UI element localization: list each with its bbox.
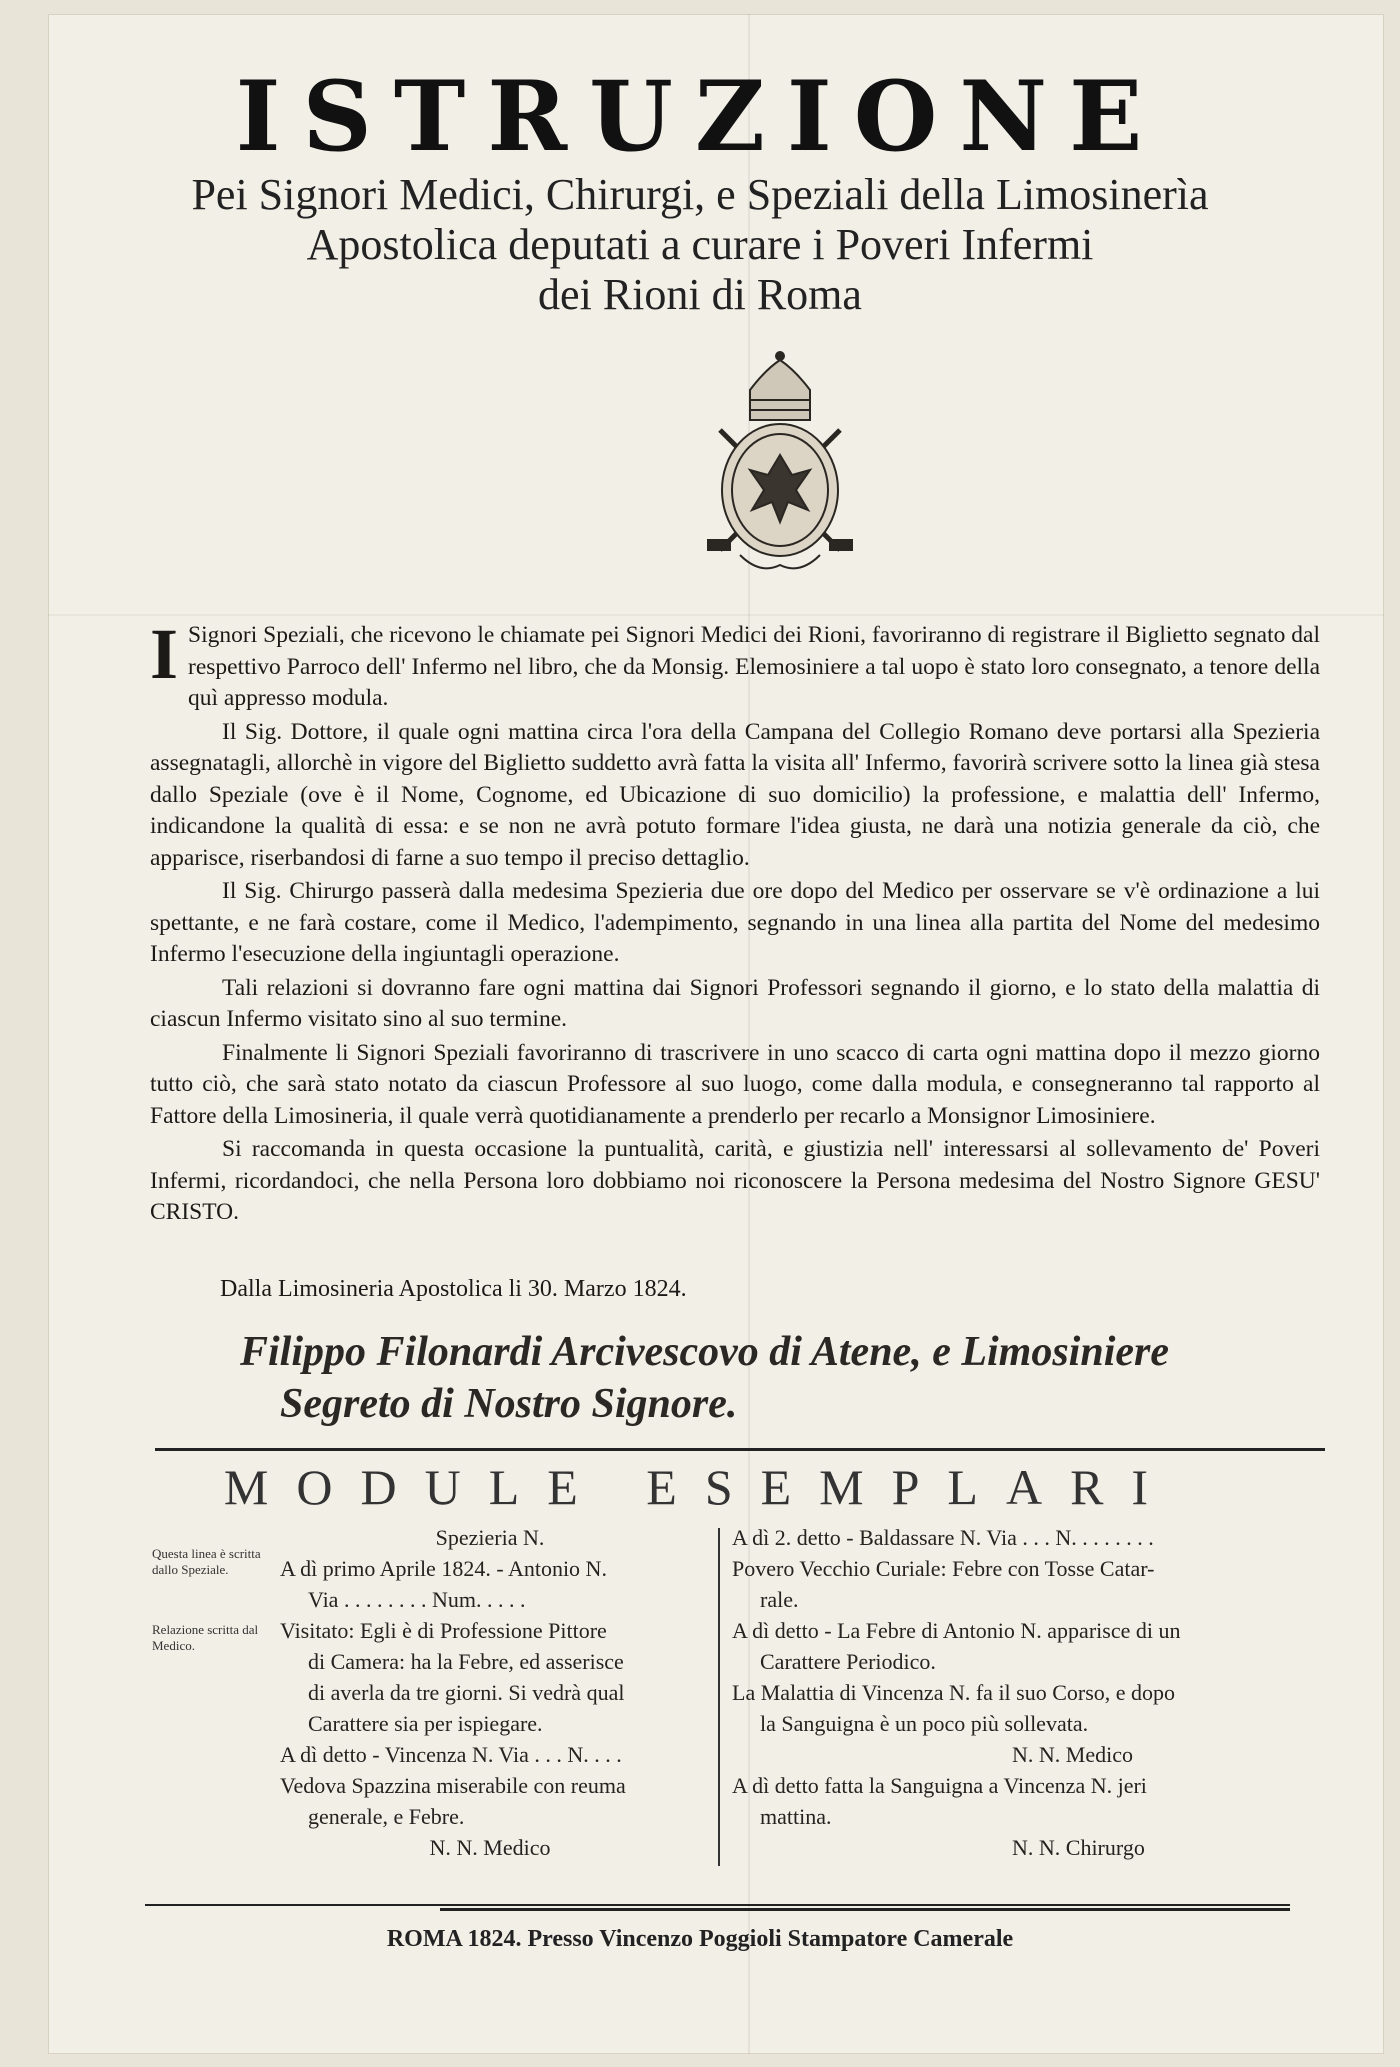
module-line: Vedova Spazzina miserabile con reuma xyxy=(280,1773,626,1798)
paragraph: Si raccomanda in questa occasione la puntualità, carità, e giustizia nell' interessarsi al sollevamento de' Poveri Infermi, ricordandoci, che nella Persona loro dobbiamo noi riconoscere la Persona medesima del Nostro Signore GESU' CRISTO. xyxy=(150,1136,1320,1225)
module-line: la Sanguigna è un poco più sollevata. xyxy=(760,1711,1089,1736)
module-line: La Malattia di Vincenza N. fa il suo Corso, e dopo xyxy=(732,1680,1176,1705)
paragraph: Finalmente li Signori Speziali favoriranno di trascrivere in uno scacco di carta ogni mattina dopo il mezzo giorno tutto ciò, che sarà stato notato da ciascun Professore al suo luogo, come dalla modula, e consegneranno tal rapporto al Fattore della Limosineria, il quale verrà quotidianamente a prenderlo per recarlo a Monsignor Limosiniere. xyxy=(150,1039,1320,1129)
module-line: rale. xyxy=(760,1587,799,1612)
subtitle-line: Pei Signori Medici, Chirurgi, e Speziali della Limosinerìa xyxy=(191,170,1209,219)
paragraph: Tali relazioni si dovranno fare ogni mattina dai Signori Professori segnando il giorno, e lo stato della malattia di ciascun Infermo visitato sino al suo termine. xyxy=(150,974,1320,1032)
margin-note: Relazione scritta dal Medico. xyxy=(152,1622,259,1653)
module-line: N. N. Medico xyxy=(429,1835,551,1860)
module-line: generale, e Febre. xyxy=(308,1804,465,1829)
printer-imprint: ROMA 1824. Presso Vincenzo Poggioli Stampatore Camerale xyxy=(386,1926,1014,1952)
instructions-body xyxy=(150,614,1320,1231)
module-line: A dì detto - La Febre di Antonio N. apparisce di un xyxy=(732,1618,1181,1643)
module-line: Carattere Periodico. xyxy=(760,1649,936,1674)
module-line: N. N. Chirurgo xyxy=(1012,1835,1145,1860)
paragraph: Il Sig. Dottore, il quale ogni mattina circa l'ora della Campana del Collegio Romano deve portarsi alla Spezieria assegnatagli, allorchè in vigore del Biglietto suddetto avrà fatta la visita all' Infermo, favorirà scrivere sotto la linea già stesa dallo Speziale (ove è il Nome, Cognome, ed Ubicazione di suo domicilio) la professione, e malattia dell' Infermo, indicandone la qualità di essa: e se non ne avrà potuto formare l'idea giusta, ne darà una notizia generale da ciò, che apparisce, riserbandosi di farne a suo tempo il preciso dettaglio. xyxy=(150,718,1320,871)
subtitle-line: dei Rioni di Roma xyxy=(538,270,862,319)
module-line: Spezieria N. xyxy=(435,1525,545,1550)
column-divider xyxy=(718,1528,720,1866)
subtitle-line: Apostolica deputati a curare i Poveri Infermi xyxy=(306,220,1094,269)
date-line: Dalla Limosineria Apostolica li 30. Marzo 1824. xyxy=(220,1276,687,1302)
page-subtitle xyxy=(150,170,1250,320)
signature-block xyxy=(240,1326,1340,1430)
divider-rule xyxy=(155,1448,1325,1451)
signature-line: Segreto di Nostro Signore. xyxy=(280,1381,738,1427)
divider-rule xyxy=(440,1908,1290,1911)
module-line: A dì detto fatta la Sanguigna a Vincenza N. jeri xyxy=(732,1773,1147,1798)
signature-line: Filippo Filonardi Arcivescovo di Atene, e Limosiniere xyxy=(240,1329,1170,1375)
module-line: di Camera: ha la Febre, ed asserisce xyxy=(308,1649,624,1674)
paragraph: Il Sig. Chirurgo passerà dalla medesima Spezieria due ore dopo del Medico per osservare se v'è ordinazione a lui spettante, e ne farà costare, come il Medico, l'adempimento, segnando in una linea alla partita del Nome del medesimo Infermo l'esecuzione della ingiuntagli operazione. xyxy=(150,878,1320,967)
page-title: ISTRUZIONE xyxy=(235,60,1165,173)
module-line: A dì primo Aprile 1824. - Antonio N. xyxy=(280,1556,607,1581)
module-line: A dì 2. detto - Baldassare N. Via . . . N. . . . . . . . xyxy=(732,1525,1154,1550)
papal-coat-of-arms-icon xyxy=(680,350,880,580)
fold-line-horizontal xyxy=(48,614,1384,616)
module-line: Via . . . . . . . . Num. . . . . xyxy=(308,1587,526,1612)
module-line: Povero Vecchio Curiale: Febre con Tosse Catar- xyxy=(732,1556,1155,1581)
module-line: Visitato: Egli è di Professione Pittore xyxy=(280,1618,607,1643)
paragraph: I Signori Speziali, che ricevono le chiamate pei Signori Medici dei Rioni, favoriranno di registrare il Biglietto segnato dal respettivo Parroco dell' Infermo nel libro, che da Monsig. Elemosiniere a tal uopo è stato loro consegnato, a tenore della quì appresso modula. xyxy=(150,614,1320,711)
module-line: Carattere sia per ispiegare. xyxy=(308,1711,543,1736)
module-line: mattina. xyxy=(760,1804,832,1829)
drop-cap: I xyxy=(150,614,179,694)
module-left-column xyxy=(280,1522,700,1863)
modules-title: MODULE ESEMPLARI xyxy=(223,1459,1177,1515)
margin-note: Questa linea è scritta dallo Speziale. xyxy=(152,1546,261,1577)
divider-rule xyxy=(145,1904,1290,1906)
module-line: A dì detto - Vincenza N. Via . . . N. . . . xyxy=(280,1742,622,1767)
module-right-column xyxy=(732,1522,1312,1863)
module-line: N. N. Medico xyxy=(1012,1742,1133,1767)
module-line: di averla da tre giorni. Si vedrà qual xyxy=(308,1680,625,1705)
